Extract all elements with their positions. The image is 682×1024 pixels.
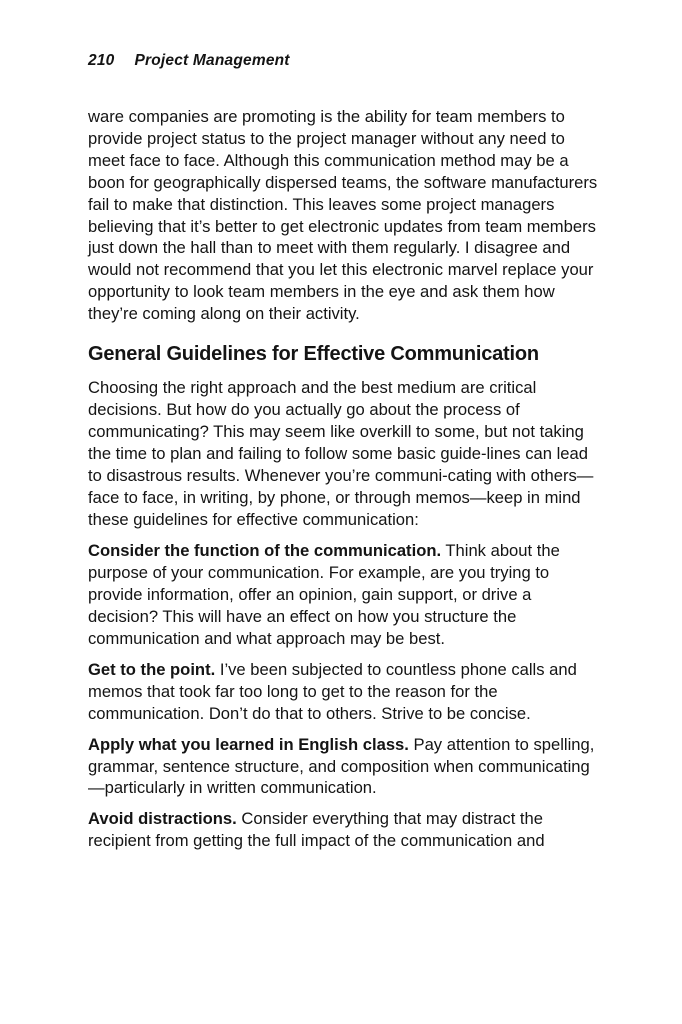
guideline-text: I’ve been subjected to countless phone calls and memos that took far too long to get to the reason for the communication. Don’t do that to others. Strive to be concise.: [88, 659, 577, 723]
section-intro-paragraph: Choosing the right approach and the best medium are critical decisions. But how do you actually go about the process of communicating? This may seem like overkill to some, but not taking the time to plan and failing to follow some basic guide-lines can lead to disastrous results. Whenever you’re communi-cating with others—face to face, in writing, by phone, or through memos—keep in mind these guidelines for effective communication:: [88, 378, 594, 529]
guideline-text: Consider everything that may distract the recipient from getting the full impact of the communication and: [88, 809, 545, 851]
guideline-term: Avoid distractions.: [88, 809, 237, 829]
guideline-term: Get to the point.: [88, 659, 216, 679]
guideline-term: Apply what you learned in English class.: [88, 734, 409, 754]
guideline-paragraph: [88, 808, 602, 852]
guideline-text: Pay attention to spelling, grammar, sentence structure, and composition when communicating—particularly in written communication.: [88, 734, 595, 798]
guideline-paragraph: [88, 659, 602, 725]
section-heading: General Guidelines for Effective Communication: [88, 343, 539, 366]
guideline-text: Think about the purpose of your communication. For example, are you trying to provide information, offer an opinion, gain support, or drive a decision? This will have an effect on how you structure the communication and what approach may be best.: [88, 541, 560, 649]
book-page: [88, 52, 602, 861]
guideline-paragraph: [88, 540, 602, 650]
guideline-paragraph: [88, 734, 602, 800]
book-title: Project Management: [134, 52, 290, 69]
running-head: [88, 52, 602, 70]
continued-paragraph: ware companies are promoting is the ability for team members to provide project status to the project manager without any need to meet face to face. Although this communication method may be a boon for geographically dispersed teams, the software manufacturers fail to make that distinction. This leaves some project managers believing that it’s better to get electronic updates from team members just down the hall than to meet with them regularly. I disagree and would not recommend that you let this electronic marvel replace your opportunity to look team members in the eye and ask them how they’re coming along on their activity.: [88, 107, 598, 324]
guideline-term: Consider the function of the communication.: [88, 541, 442, 561]
page-number: 210: [88, 52, 115, 69]
